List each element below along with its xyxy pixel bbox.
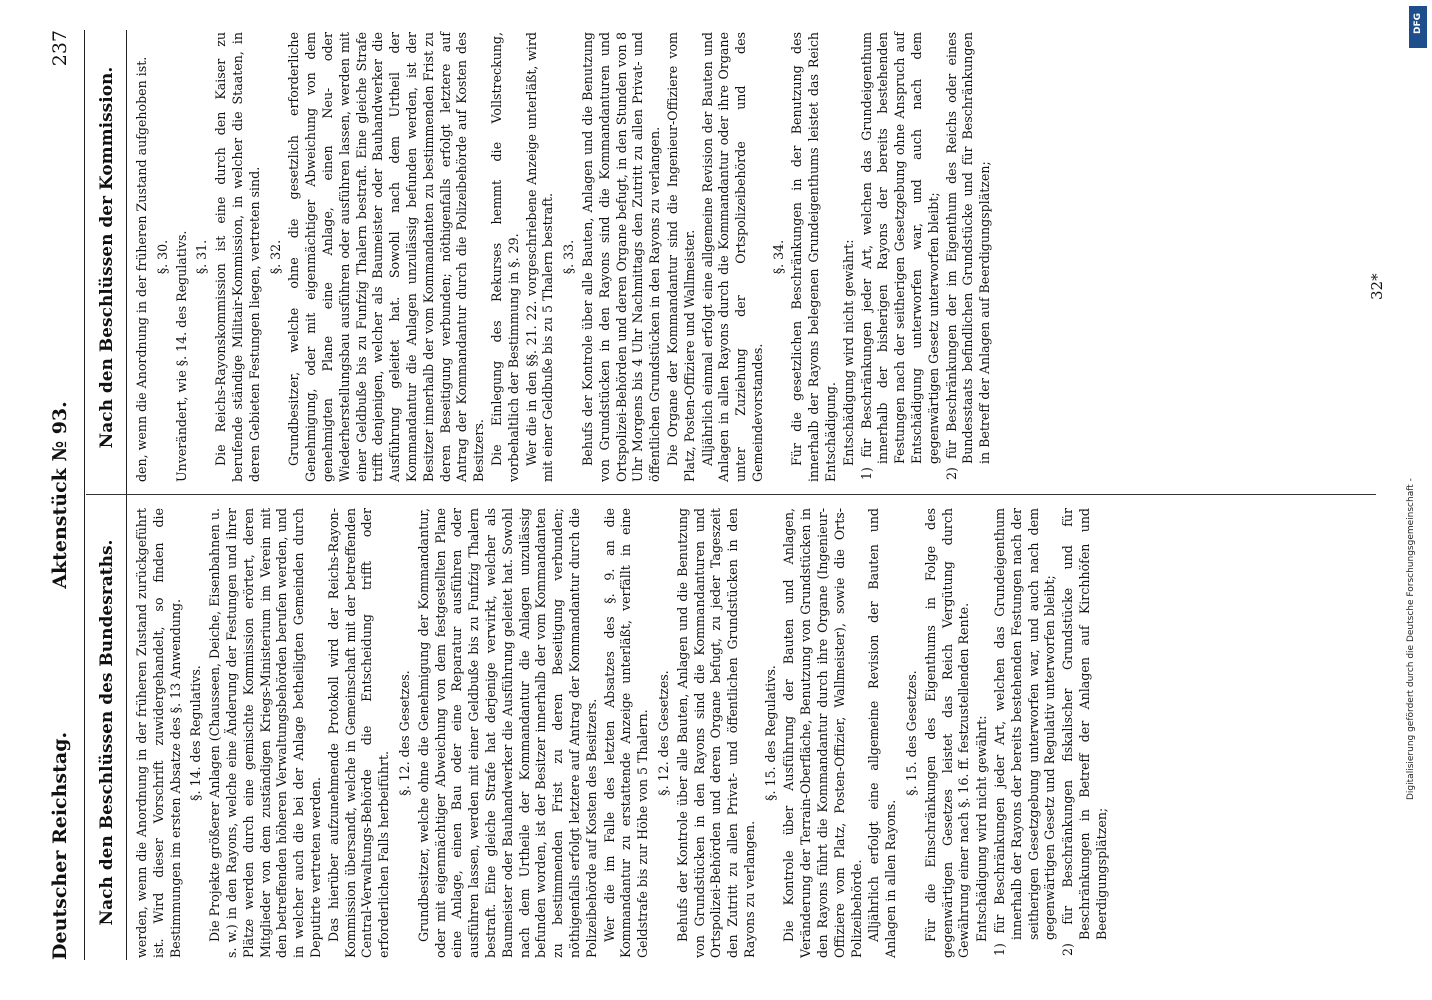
credit-text: Digitalisierung gefördert durch die Deutsche Forschungsgemeinschaft - (1406, 478, 1416, 800)
dfg-logo (1409, 6, 1427, 48)
right-column-title: Nach den Beschlüssen der Kommission. (97, 66, 117, 449)
header-left: Deutscher Reichstag. (49, 731, 71, 960)
paragraph: Für die gesetzlichen Beschränkungen in der Benutzung des innerhalb der Rayons belegenen Grundeigenthums leistet das Reich Entschädigung. (789, 32, 839, 482)
signature-mark: 32* (1368, 273, 1386, 300)
paragraph: Alljährlich erfolgt eine allgemeine Revision der Bauten und Anlagen in allen Rayons. (866, 508, 899, 958)
paragraph: 1) für Beschränkungen jeder Art, welchen das Grundeigenthum innerhalb der Rayons der bereits bestehenden Festungen nach der seitherigen Gesetzgebung unterworfen war, und auch nach dem gegenwärtigen Gesetz und Regulativ unterworfen bleibt; (992, 508, 1058, 956)
paragraph: 2) für Beschränkungen fiskalischer Grundstücke und für Beschränkungen in Betreff der Anlagen auf Kirchhöfen und Beerdigungsplätzen; (1060, 508, 1109, 956)
paragraph: Wer die in den §§. 21. 22. vorgeschriebene Anzeige unterläßt, wird mit einer Geldbuße bis zu 5 Thalern bestraft. (523, 32, 556, 482)
section-heading: §. 30. (154, 239, 170, 275)
paragraph: 2) für Beschränkungen der im Eigenthum des Reichs oder eines Bundesstaats befindlichen Grundstücke und für Beschränkungen in Betreff der Anlagen auf Beerdigungsplätzen; (943, 32, 993, 480)
paragraph: Alljährlich einmal erfolgt eine allgemeine Revision der Bauten und Anlagen in allen Rayons durch die Kommandantur oder ihre Organe unter Zuziehung der Ortspolizeibehörde und des Gemeindevorstandes. (699, 32, 765, 482)
right-column-text (134, 32, 995, 482)
left-column-text (134, 508, 1112, 958)
title-rule (126, 30, 127, 960)
paragraph: Entschädigung wird nicht gewährt: (840, 239, 856, 466)
paragraph: Für die Einschränkungen des Eigenthums in Folge des gegenwärtigen Gesetzes leistet das Reich Vergütung durch Gewährung einer nach §. 16. ff. festzustellenden Rente. (922, 508, 972, 958)
header-center: Aktenstück № 93. (49, 401, 71, 589)
section-heading: §. 32. (267, 239, 283, 275)
left-column-title: Nach den Beschlüssen des Bundesraths. (97, 539, 117, 926)
paragraph: Behufs der Kontrole über alle Bauten, Anlagen und die Benutzung von Grundstücken in den Rayons sind die Kommandanturen und Ortspolizei-Behörden und deren Organe befugt, zu jeder Tageszeit den Zutritt zu allen Privat- und öffentlichen Grundstücken in den Rayons zu verlangen. (674, 508, 757, 958)
paragraph: Behufs der Kontrole über alle Bauten, Anlagen und die Benutzung von Grundstücken in den Rayons sind die Kommandanturen und Ortspolizei-Behörden und deren Organe befugt, in den Stunden von 8 Uhr Morgens bis 4 Uhr Nachmittags den Zutritt zu allen Privat- und öffentlichen Grundstücken in den Rayons zu verlangen. (579, 32, 663, 482)
digitization-credit (1406, 20, 1428, 800)
paragraph: den, wenn die Anordnung in der früheren Zustand aufgehoben ist. (134, 56, 149, 482)
paragraph: werden, wenn die Anordnung in der früheren Zustand zurückgeführt ist. Wird dieser Vorschrift zuwidergehandelt, so finden die Bestimmungen im ersten Absatze des §. 13 Anwendung. (134, 508, 183, 958)
paragraph: Die Einlegung des Rekurses hemmt die Vollstreckung, vorbehaltlich der Bestimmung in §. 29. (488, 32, 521, 482)
paragraph: Wer die im Falle des letzten Absatzes des §. 9. an die Kommandantur zu erstattende Anzeige unterläßt, verfällt in eine Geldstrafe bis zur Höhe von 5 Thalern. (601, 508, 651, 958)
column-divider (86, 494, 1376, 495)
page-number: 237 (49, 30, 71, 67)
section-heading: §. 12. des Gesetzes. (396, 670, 412, 796)
section-heading: §. 14. des Regulativs. (188, 665, 204, 801)
paragraph: Die Projekte größerer Anlagen (Chausseen, Deiche, Eisenbahnen u. s. w.) in den Rayons, welche eine Änderung der Festungen und ihrer Plätze werden durch eine gemischte Kommission erörtert, deren Mitglieder von dem zuständigen Kriegs-Ministerium im Verein mit den betreffenden höheren Verwaltungsbehörden berufen werden, und in welcher auch die bei der Anlage betheiligten Gemeinden durch Deputirte vertreten werden. (207, 508, 323, 958)
paragraph: Die Reichs-Rayonskommission ist eine durch den Kaiser zu berufende ständige Militair-Kommission, in welcher die Staaten, in deren Gebieten Festungen liegen, vertreten sind. (213, 32, 262, 482)
section-heading: §. 33. (561, 239, 577, 275)
section-heading: §. 15. des Gesetzes. (904, 670, 920, 796)
page-header (40, 30, 80, 960)
section-heading: §. 31. (194, 239, 210, 275)
paragraph: Die Kontrole über Ausführung der Bauten und Anlagen, Veränderung der Terrain-Oberfläche, Benutzung von Grundstücken in den Rayons führt die Kommandantur durch ihre Organe (Ingenieur-Offiziere vom Platz, Posten-Offizier, Wallmeister), sowie die Orts-Polizeibehörde. (781, 508, 864, 958)
paragraph: Unverändert, wie §. 14. des Regulativs. (173, 230, 189, 482)
header-rule (84, 30, 85, 960)
dfg-logo-text: DFG (1413, 12, 1423, 34)
paragraph: Die Organe der Kommandantur sind die Ingenieur-Offiziere vom Platz, Posten-Offiziere und Wallmeister. (664, 32, 697, 482)
section-heading: §. 12. des Gesetzes. (655, 670, 671, 796)
section-heading: §. 34. (770, 239, 786, 275)
section-heading: §. 15. des Regulativs. (762, 665, 778, 801)
paragraph: Das hierüber aufzunehmende Protokoll wird der Reichs-Rayon-Kommission übersandt, welche in Gemeinschaft mit der betreffenden Central-Verwaltungs-Behörde die Entscheidung trifft oder erforderlichen Falls herbeiführt. (325, 508, 392, 958)
paragraph: 1) für Beschränkungen jeder Art, welchen das Grundeigenthum innerhalb der bisherigen Rayons der bereits bestehenden Festungen nach der seitherigen Gesetzgebung ohne Anspruch auf Entschädigung unterworfen war, und auch nach dem gegenwärtigen Gesetz unterworfen bleibt; (858, 32, 941, 480)
paragraph: Grundbesitzer, welche ohne die Genehmigung der Kommandantur, oder mit eigenmächtiger Abweichung von dem festgestellten Plane eine Anlage, einen Bau oder eine Reparatur ausführen oder ausführen lassen, werden mit einer Geldbuße bis zu Funfzig Thalern bestraft. Eine gleiche Strafe hat derjenige verwirkt, welcher als Baumeister oder Bauhandwerker die Ausführung geleitet hat. Sowohl nach dem Urtheile der Kommandantur die Anlagen unzulässig befunden worden, ist der Besitzer innerhalb der vom Kommandanten zu bestimmenden Frist zu deren Beseitigung verbunden; nöthigenfalls erfolgt letztere auf Antrag der Kommandantur durch die Polizeibehörde auf Kosten des Besitzers. (415, 508, 599, 958)
paragraph: Grundbesitzer, welche ohne die gesetzlich erforderliche Genehmigung, oder mit eigenmächtiger Abweichung von dem genehmigten Plane eine Anlage, einen Neu- oder Wiederherstellungsbau ausführen oder ausführen lassen, werden mit einer Geldbuße bis zu Funfzig Thalern bestraft. Eine gleiche Strafe trifft denjenigen, welcher als Baumeister oder Bauhandwerker die Ausführung geleitet hat. Sowohl nach dem Urtheil der Kommandantur die Anlagen unzulässig befunden werden, ist der Besitzer innerhalb der vom Kommandanten zu bestimmenden Frist zu deren Beseitigung verbunden; nöthigenfalls erfolgt letztere auf Antrag der Kommandantur durch die Polizeibehörde auf Kosten des Besitzers. (286, 32, 487, 482)
paragraph: Entschädigung wird nicht gewährt: (974, 715, 990, 942)
